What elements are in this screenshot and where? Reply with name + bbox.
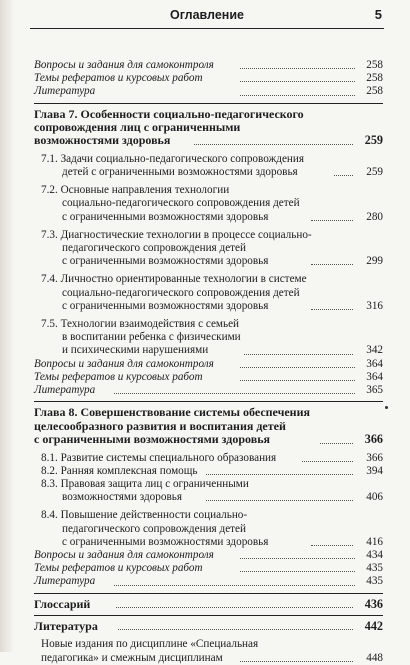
item-line: в воспитании ребенка с физическими — [62, 331, 241, 344]
toc-entry-title: Литература — [34, 618, 98, 633]
toc-list — [34, 59, 383, 665]
chapter-page: 366 — [364, 432, 383, 447]
item-page: 366 — [366, 451, 383, 464]
toc-item-7-3[interactable] — [34, 229, 383, 269]
toc-entry-page: 258 — [366, 72, 383, 85]
toc-entry-page: 364 — [366, 357, 383, 370]
page-title: Оглавление — [170, 8, 244, 22]
toc-entry-page: 435 — [366, 575, 383, 588]
toc-section-essays[interactable] — [34, 562, 383, 575]
page-number: 5 — [374, 7, 382, 22]
section-divider — [34, 103, 383, 104]
section-divider — [34, 615, 383, 616]
dot-leader — [240, 68, 355, 69]
toc-entry-title: Вопросы и задания для самоконтроля — [34, 59, 214, 71]
item-line: 7.5. Технологии взаимодействия с семьей — [41, 318, 240, 331]
item-page: 448 — [366, 651, 383, 664]
toc-item-7-4[interactable] — [34, 273, 383, 313]
item-line: 7.2. Основные направления технологии — [41, 184, 230, 197]
toc-entry-page: 434 — [366, 548, 383, 561]
toc-item-7-1[interactable] — [34, 153, 383, 179]
dot-leader — [320, 443, 353, 444]
toc-entry-page: 365 — [366, 384, 383, 397]
dot-leader — [311, 264, 353, 265]
dot-leader — [240, 661, 353, 662]
item-line: 7.3. Диагностические технологии в процессе социально- — [41, 228, 312, 241]
toc-entry-page: 435 — [366, 562, 383, 575]
dot-leader — [302, 461, 353, 462]
dot-leader — [114, 393, 355, 394]
item-line: 8.2. Ранняя комплексная помощь — [41, 464, 198, 477]
chapter-line: Глава 8. Совершенствование системы обеспечения — [34, 405, 310, 420]
item-line: Новые издания по дисциплине «Специальная — [41, 638, 259, 651]
toc-section-essays[interactable] — [34, 72, 383, 85]
item-page: 394 — [366, 464, 383, 477]
chapter-line: Глава 7. Особенности социально-педагогического — [34, 106, 304, 121]
toc-entry-title: Литература — [34, 575, 96, 588]
toc-section-self-check[interactable] — [34, 549, 383, 562]
toc-section-essays[interactable] — [34, 371, 383, 384]
toc-entry-page: 364 — [366, 370, 383, 383]
item-line: с ограниченными возможностями здоровья — [62, 255, 269, 268]
toc-item-8-1[interactable] — [34, 452, 383, 465]
toc-section-literature[interactable] — [34, 384, 383, 397]
item-line: 8.1. Развитие системы специального образования — [41, 451, 277, 464]
toc-entry-title: Литература — [34, 85, 96, 98]
item-line: с ограниченными возможностями здоровья — [62, 299, 269, 312]
paper-speck — [385, 406, 388, 409]
toc-entry-title: Литература — [34, 384, 96, 397]
toc-literature[interactable] — [34, 620, 383, 633]
dot-leader — [311, 309, 353, 310]
toc-section-self-check[interactable] — [34, 59, 383, 72]
chapter-line: целесообразного развития и воспитания детей — [34, 418, 286, 433]
item-page: 342 — [366, 344, 383, 357]
toc-entry-title: Темы рефератов и курсовых работ — [34, 562, 203, 575]
item-page: 316 — [366, 299, 383, 312]
dot-leader — [116, 607, 353, 608]
dot-leader — [194, 144, 353, 145]
toc-section-self-check[interactable] — [34, 358, 383, 371]
toc-entry-title: Вопросы и задания для самоконтроля — [34, 357, 214, 370]
toc-entry-page: 258 — [366, 59, 383, 71]
item-line: и психическими нарушениями — [62, 344, 209, 357]
toc-item-8-4[interactable] — [34, 509, 383, 549]
toc-section-literature[interactable] — [34, 85, 383, 98]
item-line: педагогического сопровождения детей — [62, 522, 246, 535]
dot-leader — [334, 175, 353, 176]
item-page: 299 — [366, 255, 383, 268]
item-line: возможностями здоровья — [62, 491, 182, 504]
dot-leader — [118, 629, 353, 630]
section-divider — [34, 593, 383, 594]
toc-item-8-3[interactable] — [34, 478, 383, 504]
dot-leader — [311, 545, 353, 546]
dot-leader — [206, 500, 353, 501]
dot-leader — [244, 354, 353, 355]
item-line: педагогика» и смежным дисциплинам — [41, 651, 223, 664]
toc-item-7-2[interactable] — [34, 184, 383, 224]
toc-entry-page: 436 — [364, 596, 383, 611]
dot-leader — [240, 95, 355, 96]
toc-chapter-8[interactable] — [34, 406, 383, 446]
toc-glossary[interactable] — [34, 598, 383, 611]
dot-leader — [206, 474, 353, 475]
toc-entry-page: 258 — [366, 85, 383, 98]
chapter-line: с ограниченными возможностями здоровья — [34, 432, 271, 447]
item-line: 8.3. Правовая защита лиц с ограниченными — [41, 477, 249, 490]
toc-section-literature[interactable] — [34, 575, 383, 588]
chapter-line: возможностями здоровья — [34, 133, 171, 148]
dot-leader — [311, 220, 353, 221]
chapter-page: 259 — [364, 133, 383, 148]
toc-chapter-7[interactable] — [34, 108, 383, 148]
toc-entry-title: Глоссарий — [34, 596, 91, 611]
item-line: с ограниченными возможностями здоровья — [62, 535, 269, 548]
item-line: педагогического сопровождения детей — [62, 242, 246, 255]
toc-entry-title: Темы рефератов и курсовых работ — [34, 72, 203, 85]
item-line: с ограниченными возможностями здоровья — [62, 210, 269, 223]
item-page: 280 — [366, 210, 383, 223]
item-line: социально-педагогического сопровождения детей — [62, 286, 300, 299]
dot-leader — [240, 81, 355, 82]
toc-item-8-2[interactable] — [34, 465, 383, 478]
toc-entry-title: Темы рефератов и курсовых работ — [34, 370, 203, 383]
chapter-line: сопровождения лиц с ограниченными — [34, 120, 241, 135]
item-page: 259 — [366, 166, 383, 179]
dot-leader — [240, 367, 355, 368]
page-edge-shadow — [0, 0, 14, 652]
item-page: 406 — [366, 491, 383, 504]
item-line: 7.1. Задачи социально-педагогического сопровождения — [41, 152, 305, 165]
toc-entry-page: 442 — [364, 618, 383, 633]
item-line: детей с ограниченными возможностями здоровья — [62, 166, 298, 179]
running-header — [30, 2, 384, 29]
item-page: 416 — [366, 535, 383, 548]
dot-leader — [240, 558, 355, 559]
section-divider — [34, 401, 383, 402]
toc-entry-title: Вопросы и задания для самоконтроля — [34, 548, 214, 561]
dot-leader — [240, 571, 355, 572]
item-line: 8.4. Повышение действенности социально- — [41, 509, 248, 522]
item-line: социально-педагогического сопровождения детей — [62, 197, 300, 210]
item-line: 7.4. Личностно ориентированные технологии в системе — [41, 273, 307, 286]
dot-leader — [114, 585, 355, 586]
dot-leader — [240, 380, 355, 381]
toc-item-7-5[interactable] — [34, 318, 383, 358]
